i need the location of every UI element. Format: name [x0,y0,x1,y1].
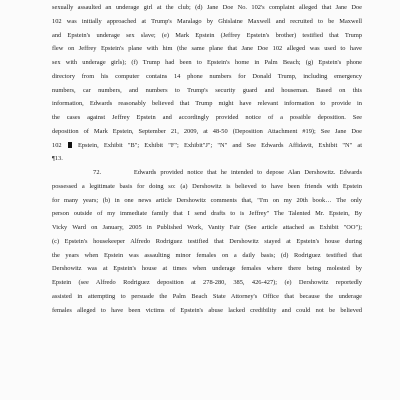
text-line: flew on Jeffrey Epstein's plane with him (the same plane that Jane Doe 102 alleged was used to have [52,45,362,53]
text-line: Vicky Ward on January, 2005 in Published Work, Vanity Fair (See article attached as Exhibit "OO"); [52,224,362,231]
text-line: deposition of Mark Epstein, September 21, 2009, at 48-50 (Deposition Attachment #19); See Jane Doe [52,127,362,135]
text-line: sex with underage girls); (f) Trump had been to Epstein's home in Palm Beach; (g) Epstein's phone [52,59,362,66]
text-fragment: 102 [52,141,62,149]
redaction-block [68,142,72,148]
text-line: person outside of my immediate family that I send drafts to is Jeffrey" The Talented Mr. Epstein, By [52,210,362,218]
text-line: the cases against Jeffrey Epstein and accordingly provided notice of a possible deposition. See [52,114,362,121]
text-line-with-redaction [52,139,362,153]
text-line: 102 was initially approached at Trump's Maralago by Ghislaine Maxwell and recruited to be Maxwell [52,17,362,25]
text-line: sexually assaulted an underage girl at the club; (d) Jane Doe No. 102's complaint alleged that Jane Doe [52,4,362,11]
text-line: information, Edwards reasonably believed that Trump might have relevant information to provide in [52,100,362,108]
text-fragment: Epstein, Exhibit "B"; Exhibit "F"; Exhibit"J"; "N" and See Edwards Affidavit, Exhibit "N" at [77,141,362,149]
text-fragment: Edwards provided notice that he intended to depose Alan Dershowitz. Edwards [133,169,362,176]
document-body [52,1,362,317]
text-line: Dershowitz was at Epstein's house at times when underage females where there being molested by [52,265,362,273]
paragraph-72-first-line [52,166,362,180]
text-line: possessed a legitimate basis for doing so: (a) Dershowitz is believed to have been friends with Epstein [52,182,362,190]
text-line: directory from his computer contains 14 phone numbers for Donald Trump, including emergency [52,72,362,80]
text-line: for many years; (b) in one news article Dershowitz comments that, "I'm on my 20th book… The only [52,196,362,204]
text-line: ¶13. [52,155,63,163]
text-line: females alleged to have been victims of Epstein's abuse lacked credibility and could not be believed [52,306,362,314]
text-line: and Epstein's underage sex slave; (e) Mark Epstein (Jeffrey Epstein's brother) testified that Trump [52,31,362,39]
text-line: (c) Epstein's housekeeper Alfredo Rodriguez testified that Dershowitz stayed at Epstein's house during [52,237,362,245]
text-line: Epstein (see Alfredo Rodriguez deposition at 278-280, 385, 426-427); (e) Dershowitz reportedly [52,279,362,286]
text-line: the years when Epstein was assaulting minor females on a daily basis; (d) Rodriguez testified that [52,251,362,259]
text-line: assisted in attempting to persuade the Palm Beach State Attorney's Office that because the underage [52,292,362,300]
text-line: numbers, car numbers, and numbers to Trump's security guard and houseman. Based on this [52,86,362,94]
paragraph-number: 72. [93,169,102,176]
